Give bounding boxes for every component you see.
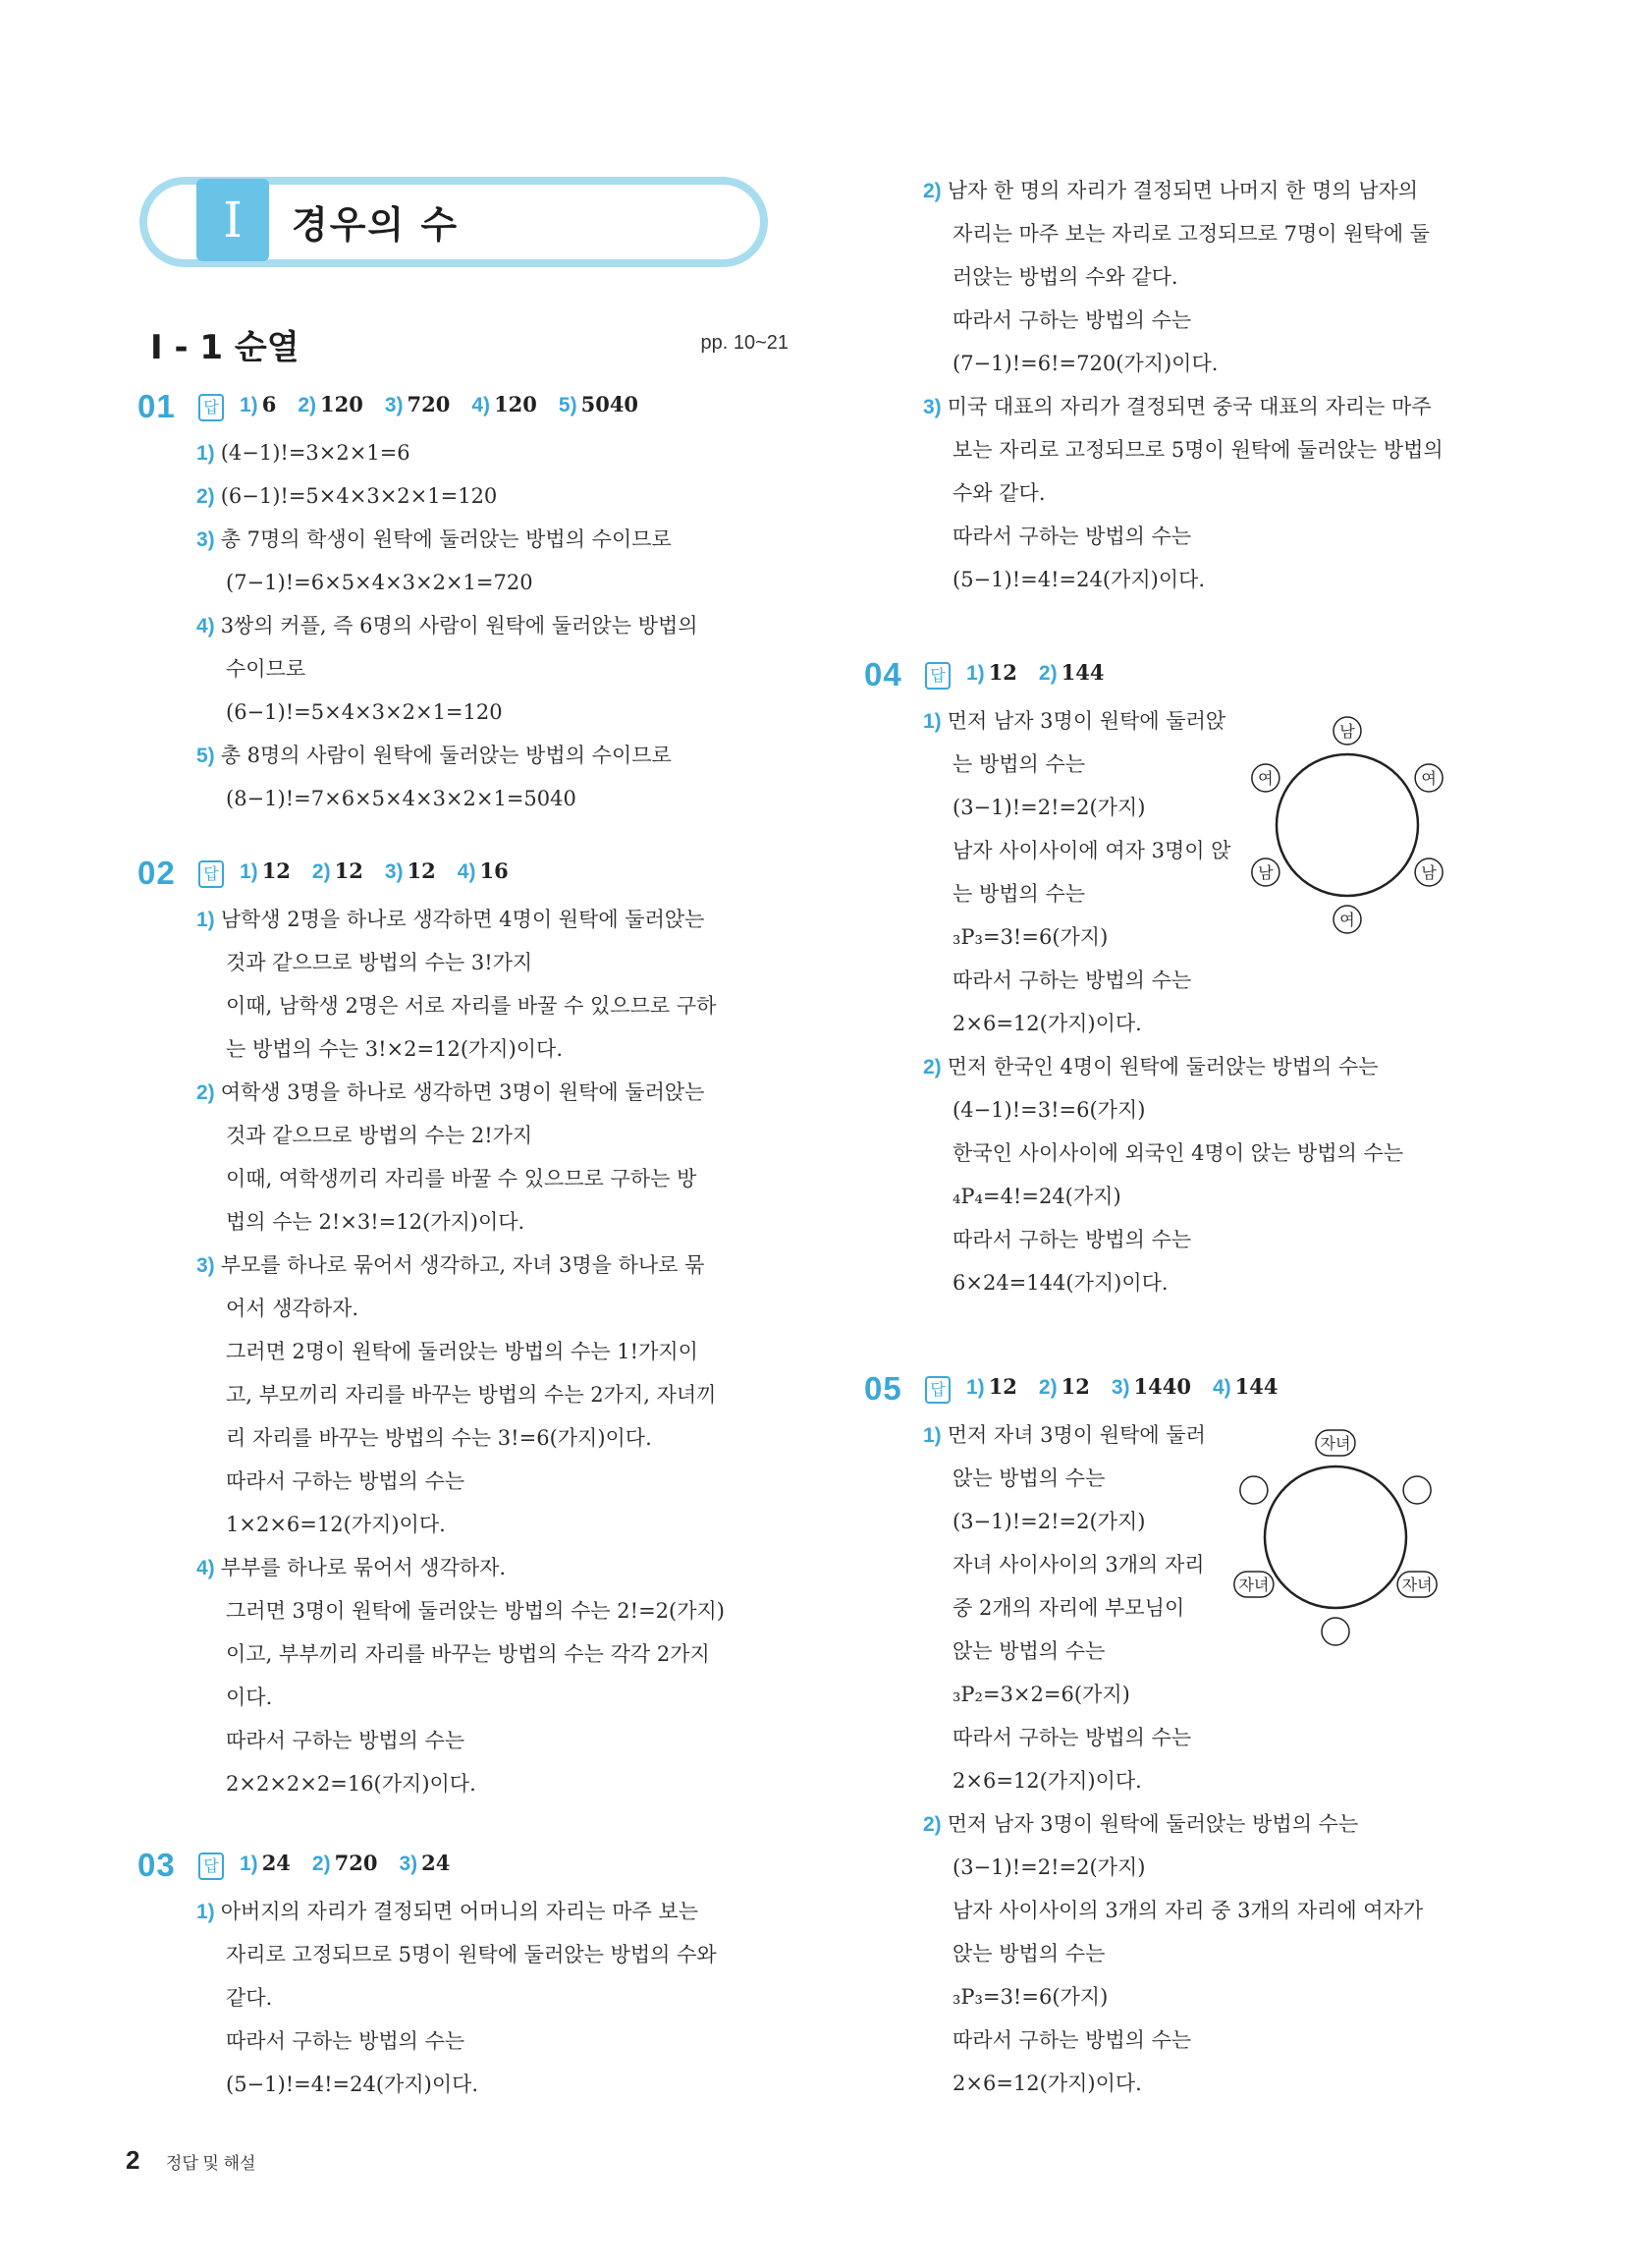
seat-marker bbox=[1397, 1572, 1437, 1597]
solution-text: 중 2개의 자리에 부모님이 bbox=[953, 1596, 1185, 1620]
round-table-diagram bbox=[1218, 1419, 1453, 1655]
sub-number: 1) bbox=[923, 1424, 942, 1447]
answer-key: 1) bbox=[966, 1376, 985, 1399]
solution-line bbox=[864, 1132, 1502, 1175]
answer-value: 120 bbox=[494, 392, 537, 416]
solution-line bbox=[864, 1846, 1502, 1889]
solution-line bbox=[864, 1932, 1502, 1975]
seat-label: 자녀 bbox=[1238, 1576, 1270, 1594]
solution-text: 따라서 구하는 방법의 수는 bbox=[226, 1729, 465, 1752]
problem-header bbox=[137, 1847, 776, 1890]
solution-line bbox=[137, 431, 776, 474]
solution-line bbox=[137, 734, 776, 777]
solution-text: 먼저 남자 3명이 원탁에 둘러앉 bbox=[947, 709, 1226, 733]
solution-text: 법의 수는 2!×3!=12(가지)이다. bbox=[226, 1210, 525, 1234]
sub-number: 3) bbox=[923, 396, 942, 418]
solution-line bbox=[137, 518, 776, 561]
answer-key: 3) bbox=[384, 860, 404, 883]
problem-number: 04 bbox=[864, 656, 902, 692]
solution-text: (3−1)!=2!=2(가지) bbox=[953, 1855, 1146, 1879]
solution-line bbox=[137, 474, 776, 518]
answer-value: 1440 bbox=[1133, 1374, 1191, 1399]
solution-text: 먼저 자녀 3명이 원탁에 둘러 bbox=[947, 1423, 1206, 1447]
chapter-banner bbox=[139, 177, 768, 271]
solution-text: 같다. bbox=[226, 1986, 273, 2010]
solution-text: 미국 대표의 자리가 결정되면 중국 대표의 자리는 마주 bbox=[947, 395, 1432, 418]
answer-icon: 답 bbox=[198, 860, 224, 888]
sub-number: 2) bbox=[196, 485, 215, 508]
problem-header bbox=[864, 656, 1502, 699]
solution-text: 앉는 방법의 수는 bbox=[953, 1942, 1106, 1965]
solution-text: 그러면 3명이 원탁에 둘러앉는 방법의 수는 2!=2(가지) bbox=[226, 1599, 725, 1623]
solution-line bbox=[137, 1157, 776, 1200]
solution-text: 총 8명의 사람이 원탁에 둘러앉는 방법의 수이므로 bbox=[220, 744, 672, 767]
answer-icon: 답 bbox=[925, 662, 951, 690]
answer-list bbox=[966, 660, 1125, 686]
solution-text: 먼저 한국인 4명이 원탁에 둘러앉는 방법의 수는 bbox=[947, 1055, 1379, 1079]
seat-marker bbox=[1403, 1476, 1431, 1504]
solution-text: 고, 부모끼리 자리를 바꾸는 방법의 수는 2가지, 자녀끼 bbox=[226, 1383, 717, 1407]
answer-value: 12 bbox=[988, 1374, 1017, 1399]
solution-line bbox=[864, 169, 1502, 212]
solution-line bbox=[137, 2019, 776, 2063]
seat-marker bbox=[1415, 858, 1442, 886]
answer-list bbox=[966, 1374, 1300, 1400]
solution-text: 남자 사이사이에 여자 3명이 앉 bbox=[953, 839, 1231, 862]
section-heading bbox=[150, 320, 789, 368]
answer-key: 3) bbox=[1111, 1376, 1130, 1399]
solution-text: 먼저 남자 3명이 원탁에 둘러앉는 방법의 수는 bbox=[947, 1812, 1359, 1836]
answer-key: 1) bbox=[966, 662, 985, 685]
solution-line bbox=[137, 647, 776, 691]
answer-key: 2) bbox=[298, 394, 316, 416]
solution-line bbox=[137, 1632, 776, 1676]
solution-line bbox=[137, 898, 776, 941]
round-table-diagram bbox=[1229, 707, 1465, 943]
answer-key: 1) bbox=[240, 394, 258, 416]
seat-label: 여 bbox=[1339, 911, 1355, 929]
sub-number: 2) bbox=[196, 1081, 215, 1104]
solution-text: 남자 한 명의 자리가 결정되면 나머지 한 명의 남자의 bbox=[947, 179, 1419, 202]
seat-marker bbox=[1334, 906, 1361, 933]
seat-label: 자녀 bbox=[1320, 1434, 1351, 1453]
solution-line bbox=[864, 1002, 1502, 1045]
solution-line bbox=[137, 1460, 776, 1503]
solution-line bbox=[137, 561, 776, 604]
answer-value: 12 bbox=[407, 858, 436, 883]
sub-number: 3) bbox=[196, 1254, 215, 1277]
solution-text: 2×2×2×2=16(가지)이다. bbox=[226, 1772, 476, 1796]
sub-number: 4) bbox=[196, 615, 215, 637]
solution-text: 부부를 하나로 묶어서 생각하자. bbox=[220, 1556, 507, 1579]
solution-line bbox=[864, 299, 1502, 342]
answer-value: 6 bbox=[261, 392, 277, 416]
solution-line bbox=[137, 1373, 776, 1416]
answer-list bbox=[240, 1851, 471, 1876]
solution-text: 자리로 고정되므로 5명이 원탁에 둘러앉는 방법의 수와 bbox=[226, 1943, 717, 1966]
solution-text: 1×2×6=12(가지)이다. bbox=[226, 1513, 446, 1536]
solution-line bbox=[137, 2063, 776, 2106]
solution-text: 그러면 2명이 원탁에 둘러앉는 방법의 수는 1!가지이 bbox=[226, 1340, 698, 1363]
solution-text: 자리는 마주 보는 자리로 고정되므로 7명이 원탁에 둘 bbox=[953, 222, 1431, 246]
seat-marker bbox=[1234, 1572, 1274, 1597]
answer-key: 1) bbox=[240, 860, 258, 883]
solution-text: (5−1)!=4!=24(가지)이다. bbox=[953, 568, 1206, 591]
answer-value: 720 bbox=[407, 392, 451, 416]
answer-value: 24 bbox=[261, 1851, 291, 1875]
solution-line bbox=[864, 385, 1502, 428]
footer-text: 정답 및 해설 bbox=[165, 2154, 256, 2173]
solution-text: 남학생 2명을 하나로 생각하면 4명이 원탁에 둘러앉는 bbox=[220, 908, 705, 931]
solution-line bbox=[864, 2019, 1502, 2062]
solution-text: 남자 사이사이의 3개의 자리 중 3개의 자리에 여자가 bbox=[953, 1899, 1424, 1922]
answer-value: 12 bbox=[334, 858, 363, 883]
seat-marker bbox=[1415, 764, 1442, 792]
solution-text: 는 방법의 수는 bbox=[953, 752, 1086, 776]
solution-text: ₄P₄=4!=24(가지) bbox=[953, 1185, 1121, 1208]
answer-value: 120 bbox=[320, 392, 363, 416]
solution-line bbox=[864, 1802, 1502, 1846]
solution-text: ₃P₂=3×2=6(가지) bbox=[953, 1683, 1130, 1706]
solution-line bbox=[137, 604, 776, 647]
problem-03-continued bbox=[864, 169, 1502, 601]
solution-line bbox=[864, 1261, 1502, 1304]
solution-line bbox=[864, 515, 1502, 558]
solution-text: 는 방법의 수는 bbox=[953, 882, 1086, 906]
answer-key: 4) bbox=[457, 860, 476, 883]
answer-value: 16 bbox=[479, 858, 509, 883]
seat-label: 여 bbox=[1421, 769, 1437, 788]
solution-text: 여학생 3명을 하나로 생각하면 3명이 원탁에 둘러앉는 bbox=[220, 1080, 705, 1104]
sub-number: 2) bbox=[923, 180, 942, 202]
solution-line bbox=[864, 1716, 1502, 1759]
seat-marker bbox=[1322, 1618, 1349, 1645]
answer-key: 3) bbox=[399, 1853, 418, 1875]
problem-header bbox=[864, 1370, 1502, 1413]
solution-line bbox=[137, 1416, 776, 1460]
problem-number: 03 bbox=[137, 1847, 176, 1883]
solution-text: (7−1)!=6!=720(가지)이다. bbox=[953, 352, 1219, 375]
solution-line bbox=[864, 1175, 1502, 1218]
solution-line bbox=[137, 1200, 776, 1244]
solution-line bbox=[137, 1890, 776, 1933]
answer-key: 1) bbox=[240, 1853, 258, 1875]
problem-05 bbox=[864, 1370, 1502, 2105]
page-number: 2 bbox=[126, 2145, 140, 2175]
answer-icon: 답 bbox=[198, 1853, 224, 1880]
solution-text: 2×6=12(가지)이다. bbox=[953, 1769, 1142, 1793]
solution-text: (3−1)!=2!=2(가지) bbox=[953, 796, 1146, 819]
solution-text: ₃P₃=3!=6(가지) bbox=[953, 925, 1109, 949]
solution-text: 따라서 구하는 방법의 수는 bbox=[953, 1228, 1192, 1251]
answer-key: 5) bbox=[558, 394, 577, 416]
solution-text: 것과 같으므로 방법의 수는 3!가지 bbox=[226, 951, 533, 974]
solution-text: 따라서 구하는 방법의 수는 bbox=[953, 308, 1192, 332]
problem-number: 02 bbox=[137, 855, 176, 891]
answer-value: 12 bbox=[261, 858, 291, 883]
sub-number: 4) bbox=[196, 1557, 215, 1579]
solution-line bbox=[137, 1719, 776, 1762]
solution-text: 따라서 구하는 방법의 수는 bbox=[953, 525, 1192, 548]
sub-number: 1) bbox=[923, 710, 942, 733]
problem-04 bbox=[864, 656, 1502, 1304]
seat-marker bbox=[1334, 717, 1361, 745]
page-footer bbox=[126, 2145, 255, 2176]
table-circle bbox=[1277, 754, 1418, 896]
answer-list bbox=[240, 392, 660, 417]
problem-header bbox=[137, 388, 776, 431]
problem-03 bbox=[137, 1847, 776, 2106]
solution-line bbox=[864, 1088, 1502, 1132]
solution-line bbox=[137, 1071, 776, 1114]
solution-line bbox=[137, 1589, 776, 1632]
solution-text: (8−1)!=7×6×5×4×3×2×1=5040 bbox=[226, 787, 576, 810]
solution-text: 수와 같다. bbox=[953, 481, 1046, 505]
solution-text: 따라서 구하는 방법의 수는 bbox=[226, 2029, 465, 2053]
section-title: Ⅰ - 1 순열 bbox=[150, 328, 299, 367]
solution-text: 러앉는 방법의 수와 같다. bbox=[953, 265, 1178, 289]
solution-line bbox=[864, 1975, 1502, 2019]
seat-label: 남 bbox=[1258, 863, 1274, 882]
answer-key: 3) bbox=[384, 394, 404, 416]
seat-marker bbox=[1252, 858, 1279, 886]
solution-text: 이때, 여학생끼리 자리를 바꿀 수 있으므로 구하는 방 bbox=[226, 1167, 697, 1190]
solution-text: 이때, 남학생 2명은 서로 자리를 바꿀 수 있으므로 구하 bbox=[226, 994, 717, 1018]
solution-text: 앉는 방법의 수는 bbox=[953, 1639, 1106, 1663]
solution-text: 6×24=144(가지)이다. bbox=[953, 1271, 1169, 1295]
solution-text: 이고, 부부끼리 자리를 바꾸는 방법의 수는 각각 2가지 bbox=[226, 1642, 710, 1666]
solution-line bbox=[137, 1933, 776, 1976]
solution-line bbox=[137, 1762, 776, 1805]
answer-value: 12 bbox=[988, 660, 1017, 685]
solution-line bbox=[864, 1759, 1502, 1802]
solution-text: 한국인 사이사이에 외국인 4명이 앉는 방법의 수는 bbox=[953, 1141, 1404, 1165]
sub-number: 1) bbox=[196, 442, 215, 465]
answer-value: 144 bbox=[1061, 660, 1105, 685]
sub-number: 2) bbox=[923, 1056, 942, 1079]
seat-marker bbox=[1316, 1430, 1355, 1456]
problem-number: 01 bbox=[137, 388, 176, 424]
solution-line bbox=[137, 1503, 776, 1546]
answer-list bbox=[240, 858, 530, 884]
solution-text: (4−1)!=3!=6(가지) bbox=[953, 1098, 1146, 1122]
solution-line bbox=[864, 255, 1502, 299]
solution-line bbox=[137, 1027, 776, 1071]
solution-line bbox=[864, 342, 1502, 385]
problem-number: 05 bbox=[864, 1370, 902, 1407]
solution-text: (6−1)!=5×4×3×2×1=120 bbox=[220, 484, 498, 508]
solution-text: (4−1)!=3×2×1=6 bbox=[220, 441, 410, 465]
solution-line bbox=[864, 212, 1502, 255]
solution-line bbox=[864, 959, 1502, 1002]
solution-line bbox=[137, 1287, 776, 1330]
problem-header bbox=[137, 855, 776, 898]
chapter-number: Ⅰ bbox=[196, 179, 269, 261]
answer-icon: 답 bbox=[925, 1376, 951, 1404]
answer-key: 2) bbox=[311, 860, 331, 883]
solution-text: 수이므로 bbox=[226, 657, 306, 681]
sub-number: 5) bbox=[196, 745, 215, 767]
solution-line bbox=[137, 1676, 776, 1719]
seat-label: 남 bbox=[1339, 722, 1355, 741]
solution-text: 3쌍의 커플, 즉 6명의 사람이 원탁에 둘러앉는 방법의 bbox=[220, 614, 698, 637]
problem-02 bbox=[137, 855, 776, 1805]
seat-label: 자녀 bbox=[1401, 1576, 1433, 1594]
solution-line bbox=[137, 1114, 776, 1157]
answer-value: 5040 bbox=[580, 392, 639, 416]
solution-text: 는 방법의 수는 3!×2=12(가지)이다. bbox=[226, 1037, 564, 1061]
solution-line bbox=[864, 2062, 1502, 2105]
solution-line bbox=[137, 941, 776, 984]
solution-text: (6−1)!=5×4×3×2×1=120 bbox=[226, 700, 503, 724]
solution-text: 2×6=12(가지)이다. bbox=[953, 2072, 1142, 2095]
solution-text: (7−1)!=6×5×4×3×2×1=720 bbox=[226, 571, 533, 594]
solution-line bbox=[137, 1546, 776, 1589]
solution-text: 총 7명의 학생이 원탁에 둘러앉는 방법의 수이므로 bbox=[220, 527, 672, 551]
answer-value: 144 bbox=[1234, 1374, 1279, 1399]
solution-text: 따라서 구하는 방법의 수는 bbox=[953, 968, 1192, 992]
answer-key: 2) bbox=[1038, 1376, 1058, 1399]
chapter-title: 경우의 수 bbox=[292, 203, 460, 247]
solution-line bbox=[864, 1889, 1502, 1932]
answer-key: 2) bbox=[311, 1853, 331, 1875]
answer-value: 24 bbox=[421, 1851, 451, 1875]
solution-text: 따라서 구하는 방법의 수는 bbox=[226, 1469, 465, 1493]
solution-line bbox=[137, 1330, 776, 1373]
solution-line bbox=[864, 471, 1502, 515]
sub-number: 1) bbox=[196, 1901, 215, 1923]
answer-key: 4) bbox=[471, 394, 491, 416]
solution-line bbox=[137, 777, 776, 820]
solution-line bbox=[137, 691, 776, 734]
sub-number: 3) bbox=[196, 528, 215, 551]
seat-marker bbox=[1252, 764, 1279, 792]
solution-line bbox=[137, 984, 776, 1027]
solution-line bbox=[137, 1244, 776, 1287]
solution-text: 것과 같으므로 방법의 수는 2!가지 bbox=[226, 1124, 533, 1147]
answer-value: 12 bbox=[1061, 1374, 1090, 1399]
answer-icon: 답 bbox=[198, 394, 224, 421]
solution-line bbox=[137, 1976, 776, 2019]
solution-text: 이다. bbox=[226, 1686, 273, 1709]
solution-text: (5−1)!=4!=24(가지)이다. bbox=[226, 2073, 479, 2096]
page-range: pp. 10~21 bbox=[700, 332, 789, 354]
solution-text: 따라서 구하는 방법의 수는 bbox=[953, 1726, 1192, 1749]
solution-line bbox=[864, 1045, 1502, 1088]
solution-text: 2×6=12(가지)이다. bbox=[953, 1012, 1142, 1035]
solution-line bbox=[864, 558, 1502, 601]
solution-text: 아버지의 자리가 결정되면 어머니의 자리는 마주 보는 bbox=[220, 1900, 699, 1923]
solution-line bbox=[864, 428, 1502, 471]
solution-text: 자녀 사이사이의 3개의 자리 bbox=[953, 1553, 1205, 1577]
solution-text: 리 자리를 바꾸는 방법의 수는 3!=6(가지)이다. bbox=[226, 1426, 652, 1450]
table-circle bbox=[1265, 1466, 1406, 1608]
solution-text: 어서 생각하자. bbox=[226, 1297, 359, 1320]
sub-number: 2) bbox=[923, 1813, 942, 1836]
seat-marker bbox=[1240, 1476, 1268, 1504]
solution-text: (3−1)!=2!=2(가지) bbox=[953, 1510, 1146, 1533]
solution-text: 앉는 방법의 수는 bbox=[953, 1466, 1106, 1490]
solution-line bbox=[864, 1673, 1502, 1716]
problem-01 bbox=[137, 388, 776, 820]
answer-value: 720 bbox=[334, 1851, 378, 1875]
solution-text: 보는 자리로 고정되므로 5명이 원탁에 둘러앉는 방법의 bbox=[953, 438, 1443, 462]
solution-text: 따라서 구하는 방법의 수는 bbox=[953, 2028, 1192, 2052]
answer-key: 2) bbox=[1038, 662, 1058, 685]
answer-key: 4) bbox=[1212, 1376, 1231, 1399]
sub-number: 1) bbox=[196, 909, 215, 931]
seat-label: 남 bbox=[1421, 863, 1437, 882]
seat-label: 여 bbox=[1258, 769, 1274, 788]
solution-line bbox=[864, 1218, 1502, 1261]
solution-text: ₃P₃=3!=6(가지) bbox=[953, 1985, 1109, 2009]
solution-text: 부모를 하나로 묶어서 생각하고, 자녀 3명을 하나로 묶 bbox=[220, 1253, 705, 1277]
